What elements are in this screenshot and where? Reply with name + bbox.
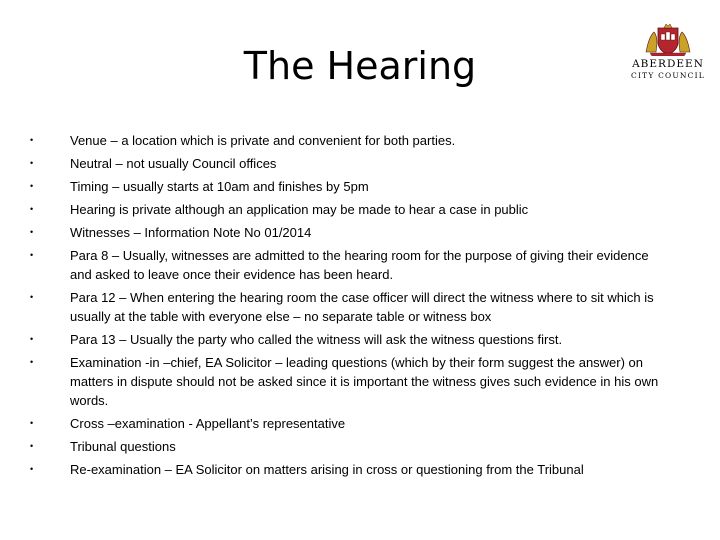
- bullet-item: [30, 288, 670, 326]
- aberdeen-city-council-logo: [626, 22, 710, 84]
- bullet-item: [30, 330, 670, 349]
- bullet-item: [30, 437, 670, 456]
- bullet-marker: •: [30, 135, 34, 145]
- bullet-text: Para 8 – Usually, witnesses are admitted to the hearing room for the purpose of giving their evidence and asked to leave once their evidence has been heard.: [70, 248, 649, 282]
- bullet-text: Re-examination – EA Solicitor on matters arising in cross or questioning from the Tribunal: [70, 462, 584, 477]
- bullet-list: [30, 131, 670, 483]
- bullet-item: [30, 460, 670, 479]
- bullet-text: Para 12 – When entering the hearing room the case officer will direct the witness where to sit which is usually at the table with everyone else – no separate table or witness box: [70, 290, 654, 324]
- bullet-marker: •: [30, 204, 34, 214]
- bullet-text: Tribunal questions: [70, 439, 176, 454]
- bullet-item: [30, 246, 670, 284]
- bullet-marker: •: [30, 441, 34, 451]
- bullet-marker: •: [30, 464, 34, 474]
- bullet-text: Cross –examination - Appellant’s representative: [70, 416, 346, 431]
- bullet-text: Examination -in –chief, EA Solicitor – leading questions (which by their form suggest the answer) on matters in dispute should not be asked since it is important the witness gives such evidence in his own words.: [70, 355, 659, 408]
- bullet-marker: •: [30, 334, 34, 344]
- coat-of-arms-icon: [644, 22, 692, 56]
- bullet-item: [30, 154, 670, 173]
- bullet-marker: •: [30, 227, 34, 237]
- bullet-text: Hearing is private although an application may be made to hear a case in public: [70, 202, 529, 217]
- bullet-marker: •: [30, 292, 34, 302]
- bullet-marker: •: [30, 418, 34, 428]
- logo-subtitle: CITY COUNCIL: [631, 71, 705, 80]
- bullet-item: [30, 131, 670, 150]
- slide-title: The Hearing: [243, 44, 477, 88]
- bullet-text: Neutral – not usually Council offices: [70, 156, 277, 171]
- bullet-item: [30, 223, 670, 242]
- bullet-item: [30, 414, 670, 433]
- logo-name: ABERDEEN: [632, 58, 704, 70]
- bullet-marker: •: [30, 250, 34, 260]
- bullet-text: Venue – a location which is private and convenient for both parties.: [70, 133, 456, 148]
- bullet-text: Timing – usually starts at 10am and finishes by 5pm: [70, 179, 369, 194]
- bullet-marker: •: [30, 357, 34, 367]
- bullet-item: [30, 177, 670, 196]
- bullet-marker: •: [30, 158, 34, 168]
- bullet-marker: •: [30, 181, 34, 191]
- bullet-text: Para 13 – Usually the party who called the witness will ask the witness questions first.: [70, 332, 563, 347]
- bullet-text: Witnesses – Information Note No 01/2014: [70, 225, 312, 240]
- bullet-item: [30, 200, 670, 219]
- bullet-item: [30, 353, 670, 410]
